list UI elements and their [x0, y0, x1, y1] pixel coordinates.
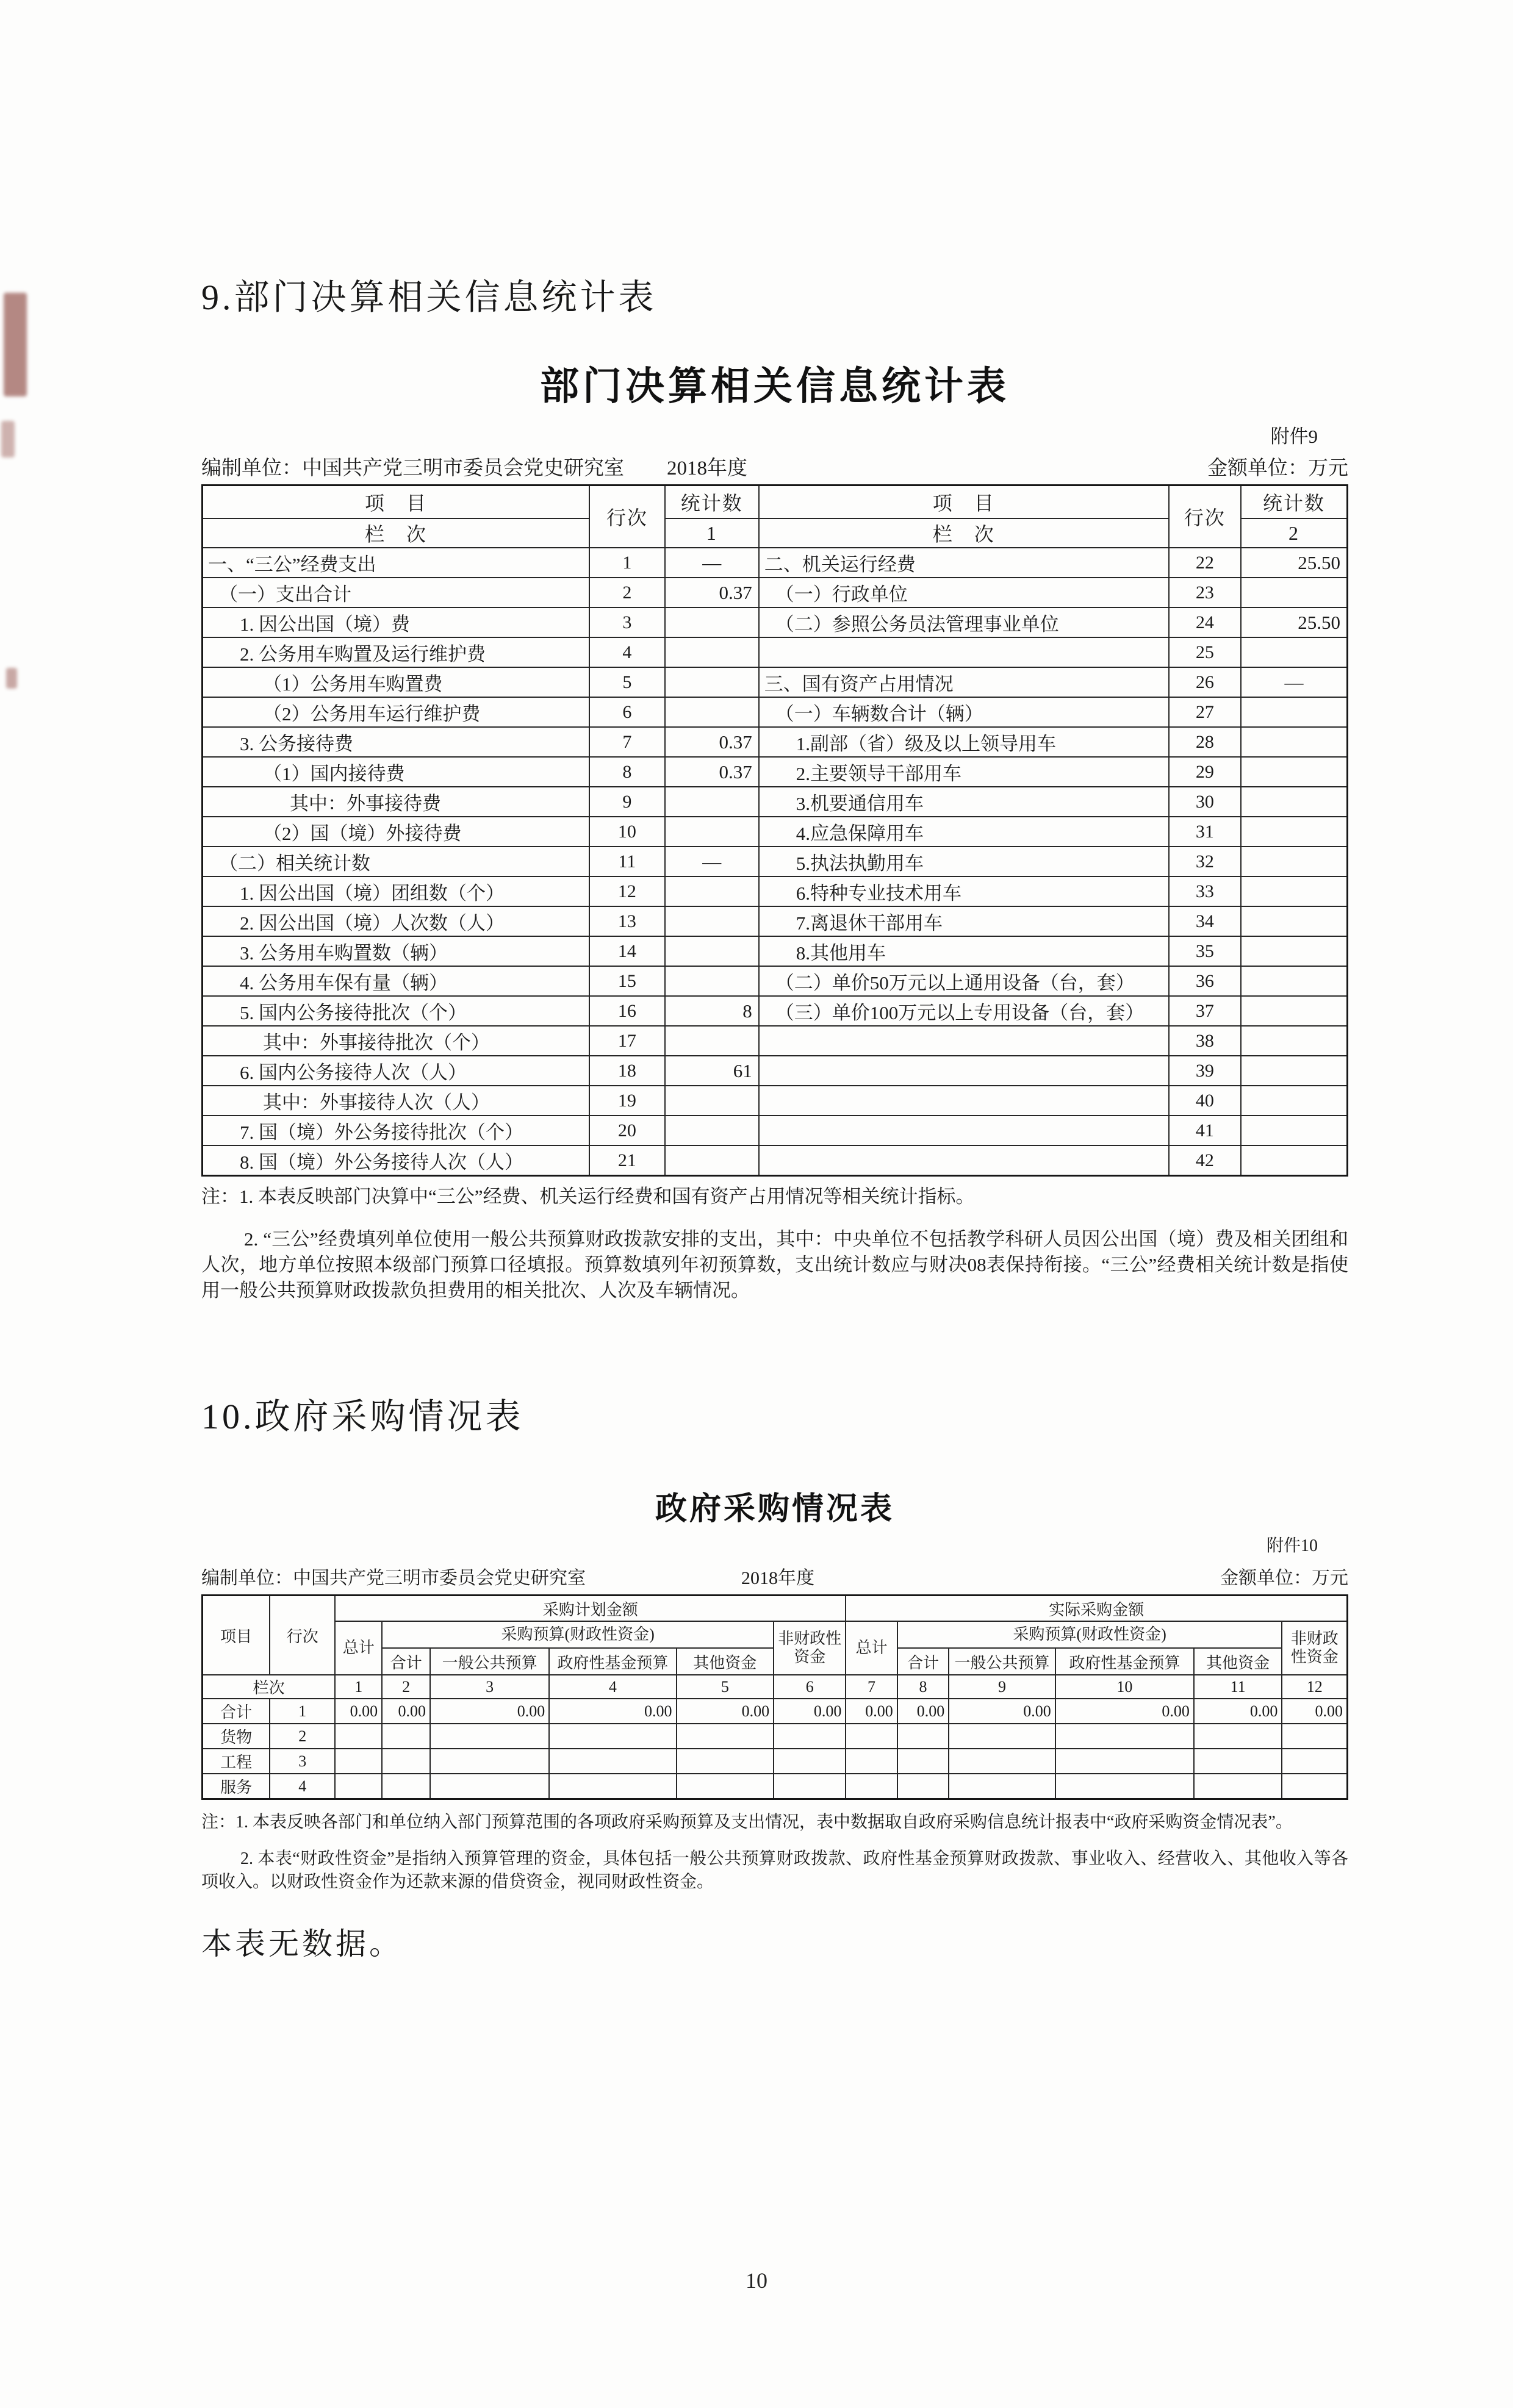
item-cell: 其中：外事接待人次（人） [203, 1086, 589, 1116]
item-cell: 其中：外事接待批次（个） [203, 1026, 589, 1056]
stat-value-cell [1241, 876, 1348, 906]
item-cell: （1）国内接待费 [203, 757, 589, 787]
item-cell: 合计 [203, 1699, 270, 1724]
col-num: 3 [430, 1675, 549, 1699]
stat-value-cell: 25.50 [1241, 548, 1348, 578]
table9-row [203, 787, 1348, 817]
stat-value-cell [665, 1145, 759, 1176]
stat-value-cell: — [665, 548, 759, 578]
stat-value-cell: — [1241, 667, 1348, 697]
item-cell: 7.离退休干部用车 [759, 906, 1169, 936]
item-cell: 8.其他用车 [759, 936, 1169, 966]
line-number-cell: 40 [1169, 1086, 1241, 1116]
line-number-cell: 13 [589, 906, 665, 936]
table9-row [203, 966, 1348, 996]
col-num: 1 [335, 1675, 382, 1699]
amount-cell: 0.00 [430, 1699, 549, 1724]
stat-value-cell [665, 906, 759, 936]
amount-cell: 0.00 [382, 1699, 430, 1724]
table9-row [203, 667, 1348, 697]
amount-cell [774, 1724, 846, 1749]
amount-cell [677, 1774, 774, 1799]
header-plan-group: 采购计划金额 [335, 1596, 846, 1622]
table9-row [203, 1056, 1348, 1086]
table10-note-2: 2. 本表“财政性资金”是指纳入预算管理的资金，具体包括一般公共预算财政拨款、政府性基金预算财政拨款、事业收入、经营收入、其他收入等各项收入。以财政性资金作为还款来源的借贷资金，视同财政性资金。 [201, 1849, 1348, 1891]
stat-value-cell [1241, 757, 1348, 787]
amount-cell: 0.00 [1055, 1699, 1194, 1724]
table9-note-1: 注：1. 本表反映部门决算中“三公”经费、机关运行经费和国有资产占用情况等相关统计指标。 [201, 1186, 975, 1207]
table10-prepared-by: 编制单位：中国共产党三明市委员会党史研究室 [201, 1568, 586, 1588]
header-actual-subtotal: 合计 [897, 1648, 949, 1675]
page-content [0, 268, 1513, 1963]
stat-value-cell [1241, 966, 1348, 996]
line-number-cell: 32 [1169, 847, 1241, 876]
line-number-cell: 23 [1169, 578, 1241, 607]
amount-cell [430, 1774, 549, 1799]
amount-cell [1055, 1774, 1194, 1799]
table10-note-1: 注：1. 本表反映各部门和单位纳入部门预算范围的各项政府采购预算及支出情况，表中数据取自政府采购信息统计报表中“政府采购资金情况表”。 [201, 1813, 1293, 1832]
header-colnum-2: 2 [1241, 518, 1348, 548]
header-item-left: 项 目 [203, 486, 589, 519]
line-number-cell: 6 [589, 697, 665, 727]
amount-cell: 0.00 [677, 1699, 774, 1724]
stat-value-cell [1241, 637, 1348, 667]
table9-row [203, 936, 1348, 966]
item-cell: 6.特种专业技术用车 [759, 876, 1169, 906]
line-number-cell: 2 [270, 1724, 335, 1749]
item-cell: （一）车辆数合计（辆） [759, 697, 1169, 727]
table10-attachment-label: 附件10 [1266, 1536, 1318, 1555]
item-cell: 2. 因公出国（境）人次数（人） [203, 906, 589, 936]
scan-artifact [4, 293, 27, 396]
amount-cell [335, 1749, 382, 1774]
line-number-cell: 16 [589, 996, 665, 1026]
header-rowno: 行次 [270, 1596, 335, 1675]
table9-row [203, 876, 1348, 906]
line-number-cell: 42 [1169, 1145, 1241, 1176]
line-number-cell: 10 [589, 817, 665, 847]
amount-cell [549, 1749, 676, 1774]
stat-value-cell [665, 966, 759, 996]
amount-cell [1055, 1724, 1194, 1749]
amount-cell [1282, 1749, 1347, 1774]
header-actual-nonfiscal: 非财政性资金 [1282, 1621, 1347, 1675]
no-data-statement: 本表无数据。 [201, 1927, 403, 1961]
item-cell [759, 1056, 1169, 1086]
item-cell: 工程 [203, 1749, 270, 1774]
header-stat-left: 统计数 [665, 486, 759, 519]
stat-value-cell [1241, 1026, 1348, 1056]
line-number-cell: 12 [589, 876, 665, 906]
stat-value-cell [1241, 996, 1348, 1026]
section10-heading: 10.政府采购情况表 [201, 1397, 524, 1436]
table10-column-index-row [203, 1675, 1348, 1699]
table10-row [203, 1724, 1348, 1749]
line-number-cell: 4 [589, 637, 665, 667]
scan-artifact [6, 668, 17, 689]
item-cell: 三、国有资产占用情况 [759, 667, 1169, 697]
amount-cell: 0.00 [1282, 1699, 1347, 1724]
item-cell: 2. 公务用车购置及运行维护费 [203, 637, 589, 667]
amount-cell: 0.00 [949, 1699, 1055, 1724]
item-cell: 1. 因公出国（境）费 [203, 607, 589, 637]
col-num: 4 [549, 1675, 676, 1699]
table9-header-row1 [203, 486, 1348, 519]
item-cell: （一）行政单位 [759, 578, 1169, 607]
scanned-document-page [0, 268, 1513, 2408]
item-cell: 1. 因公出国（境）团组数（个） [203, 876, 589, 906]
stat-value-cell [1241, 1145, 1348, 1176]
line-number-cell: 1 [270, 1699, 335, 1724]
table9-row [203, 847, 1348, 876]
stat-value-cell: 0.37 [665, 727, 759, 757]
stat-value-cell [665, 667, 759, 697]
table9-prepared-by: 编制单位：中国共产党三明市委员会党史研究室 [201, 457, 624, 479]
stat-value-cell [1241, 727, 1348, 757]
table9-row [203, 757, 1348, 787]
amount-cell [382, 1749, 430, 1774]
line-number-cell: 5 [589, 667, 665, 697]
page-number: 10 [746, 2268, 767, 2293]
stat-value-cell [1241, 847, 1348, 876]
header-rowno-left: 行次 [589, 486, 665, 548]
table10-row [203, 1774, 1348, 1799]
item-cell: （2）公务用车运行维护费 [203, 697, 589, 727]
item-cell [759, 1116, 1169, 1145]
amount-cell [1194, 1724, 1282, 1749]
line-number-cell: 14 [589, 936, 665, 966]
procurement-table [201, 1594, 1348, 1800]
stat-value-cell [1241, 1086, 1348, 1116]
table10-unit: 金额单位：万元 [1220, 1568, 1348, 1588]
item-cell: 5.执法执勤用车 [759, 847, 1169, 876]
stat-value-cell [665, 697, 759, 727]
line-number-cell: 39 [1169, 1056, 1241, 1086]
line-number-cell: 17 [589, 1026, 665, 1056]
header-column-label: 栏次 [203, 1675, 336, 1699]
table10-header-row2 [203, 1621, 1348, 1648]
col-num: 2 [382, 1675, 430, 1699]
amount-cell [335, 1774, 382, 1799]
table9-unit: 金额单位：万元 [1207, 457, 1348, 479]
item-cell [759, 1026, 1169, 1056]
stat-value-cell [665, 787, 759, 817]
item-cell: 4.应急保障用车 [759, 817, 1169, 847]
statistics-table [201, 484, 1348, 1177]
stat-value-cell [665, 1116, 759, 1145]
stat-value-cell [1241, 578, 1348, 607]
header-actual-general: 一般公共预算 [949, 1648, 1055, 1675]
stat-value-cell [665, 1026, 759, 1056]
line-number-cell: 3 [589, 607, 665, 637]
line-number-cell: 9 [589, 787, 665, 817]
item-cell: 1.副部（省）级及以上领导用车 [759, 727, 1169, 757]
item-cell: （二）参照公务员法管理事业单位 [759, 607, 1169, 637]
line-number-cell: 26 [1169, 667, 1241, 697]
item-cell: 二、机关运行经费 [759, 548, 1169, 578]
table9-row [203, 996, 1348, 1026]
table9-row [203, 637, 1348, 667]
table9-attachment-label: 附件9 [1270, 426, 1318, 447]
item-cell: 8. 国（境）外公务接待人次（人） [203, 1145, 589, 1176]
section9-heading: 9.部门决算相关信息统计表 [201, 278, 657, 317]
item-cell: （三）单价100万元以上专用设备（台，套） [759, 996, 1169, 1026]
amount-cell [897, 1749, 949, 1774]
amount-cell [846, 1749, 897, 1774]
item-cell: 货物 [203, 1724, 270, 1749]
item-cell [759, 637, 1169, 667]
table9-row [203, 817, 1348, 847]
line-number-cell: 19 [589, 1086, 665, 1116]
col-num: 7 [846, 1675, 897, 1699]
amount-cell: 0.00 [774, 1699, 846, 1724]
header-actual-total: 总计 [846, 1621, 897, 1675]
line-number-cell: 15 [589, 966, 665, 996]
item-cell: （二）单价50万元以上通用设备（台，套） [759, 966, 1169, 996]
stat-value-cell [1241, 817, 1348, 847]
line-number-cell: 38 [1169, 1026, 1241, 1056]
header-plan-total: 总计 [335, 1621, 382, 1675]
header-plan-govfund: 政府性基金预算 [549, 1648, 676, 1675]
table10-prep-line [201, 1563, 1348, 1589]
stat-value-cell [1241, 1056, 1348, 1086]
line-number-cell: 8 [589, 757, 665, 787]
amount-cell [1055, 1749, 1194, 1774]
header-colnum-1: 1 [665, 518, 759, 548]
line-number-cell: 22 [1169, 548, 1241, 578]
col-num: 9 [949, 1675, 1055, 1699]
table9-row [203, 1086, 1348, 1116]
line-number-cell: 11 [589, 847, 665, 876]
col-num: 12 [1282, 1675, 1347, 1699]
line-number-cell: 25 [1169, 637, 1241, 667]
amount-cell [949, 1749, 1055, 1774]
table9-row [203, 697, 1348, 727]
header-item-right: 项 目 [759, 486, 1169, 519]
item-cell: （一）支出合计 [203, 578, 589, 607]
table9-row [203, 578, 1348, 607]
stat-value-cell [1241, 1116, 1348, 1145]
header-item: 项目 [203, 1596, 270, 1675]
col-num: 6 [774, 1675, 846, 1699]
item-cell: 3. 公务用车购置数（辆） [203, 936, 589, 966]
header-actual-govfund: 政府性基金预算 [1055, 1648, 1194, 1675]
table9-row [203, 906, 1348, 936]
amount-cell: 0.00 [1194, 1699, 1282, 1724]
item-cell [759, 1145, 1169, 1176]
table9-row [203, 727, 1348, 757]
amount-cell [949, 1724, 1055, 1749]
line-number-cell: 41 [1169, 1116, 1241, 1145]
amount-cell [897, 1774, 949, 1799]
amount-cell [774, 1774, 846, 1799]
line-number-cell: 21 [589, 1145, 665, 1176]
stat-value-cell: 61 [665, 1056, 759, 1086]
amount-cell [846, 1774, 897, 1799]
amount-cell [430, 1749, 549, 1774]
table10-row [203, 1749, 1348, 1774]
scan-artifact [1, 421, 15, 457]
item-cell: 3.机要通信用车 [759, 787, 1169, 817]
stat-value-cell [665, 817, 759, 847]
item-cell: 5. 国内公务接待批次（个） [203, 996, 589, 1026]
header-plan-other: 其他资金 [677, 1648, 774, 1675]
item-cell [759, 1086, 1169, 1116]
stat-value-cell: 0.37 [665, 757, 759, 787]
table9-row [203, 548, 1348, 578]
header-rowno-right: 行次 [1169, 486, 1241, 548]
stat-value-cell [665, 936, 759, 966]
item-cell: （2）国（境）外接待费 [203, 817, 589, 847]
table9-year: 2018年度 [667, 457, 747, 479]
col-num: 11 [1194, 1675, 1282, 1699]
amount-cell [949, 1774, 1055, 1799]
table10-title: 政府采购情况表 [655, 1491, 894, 1527]
item-cell: （二）相关统计数 [203, 847, 589, 876]
item-cell: 服务 [203, 1774, 270, 1799]
item-cell: （1）公务用车购置费 [203, 667, 589, 697]
table10-header-row1 [203, 1596, 1348, 1622]
stat-value-cell [665, 876, 759, 906]
table9-row [203, 1145, 1348, 1176]
line-number-cell: 7 [589, 727, 665, 757]
header-column-right: 栏 次 [759, 518, 1169, 548]
table9-note-2: 2. “三公”经费填列单位使用一般公共预算财政拨款安排的支出，其中：中央单位不包括教学科研人员因公出国（境）费及相关团组和人次，地方单位按照本级部门预算口径填报。预算数填列年初预算数，支出统计数应与财决08表保持衔接。“三公”经费相关统计数是指使用一般公共预算财政拨款负担费用的相关批次、人次及车辆情况。 [201, 1228, 1348, 1301]
header-actual-other: 其他资金 [1194, 1648, 1282, 1675]
stat-value-cell [1241, 787, 1348, 817]
line-number-cell: 29 [1169, 757, 1241, 787]
col-num: 5 [677, 1675, 774, 1699]
amount-cell [430, 1724, 549, 1749]
amount-cell [677, 1724, 774, 1749]
line-number-cell: 20 [589, 1116, 665, 1145]
amount-cell [382, 1724, 430, 1749]
line-number-cell: 34 [1169, 906, 1241, 936]
line-number-cell: 4 [270, 1774, 335, 1799]
stat-value-cell [665, 637, 759, 667]
table9-row [203, 1116, 1348, 1145]
table9-row [203, 1026, 1348, 1056]
line-number-cell: 3 [270, 1749, 335, 1774]
line-number-cell: 2 [589, 578, 665, 607]
table9-prep-line [201, 452, 1348, 481]
stat-value-cell [1241, 906, 1348, 936]
line-number-cell: 33 [1169, 876, 1241, 906]
amount-cell: 0.00 [897, 1699, 949, 1724]
amount-cell: 0.00 [335, 1699, 382, 1724]
amount-cell [774, 1749, 846, 1774]
header-plan-subtotal: 合计 [382, 1648, 430, 1675]
line-number-cell: 37 [1169, 996, 1241, 1026]
amount-cell [677, 1749, 774, 1774]
amount-cell [1282, 1724, 1347, 1749]
item-cell: 2.主要领导干部用车 [759, 757, 1169, 787]
stat-value-cell [1241, 697, 1348, 727]
amount-cell [549, 1724, 676, 1749]
header-actual-budget-group: 采购预算(财政性资金) [897, 1621, 1282, 1648]
header-column-left: 栏 次 [203, 518, 589, 548]
col-num: 8 [897, 1675, 949, 1699]
stat-value-cell: — [665, 847, 759, 876]
line-number-cell: 31 [1169, 817, 1241, 847]
amount-cell: 0.00 [846, 1699, 897, 1724]
table9-title: 部门决算相关信息统计表 [540, 364, 1010, 408]
table10-row [203, 1699, 1348, 1724]
stat-value-cell [665, 1086, 759, 1116]
item-cell: 6. 国内公务接待人次（人） [203, 1056, 589, 1086]
header-actual-group: 实际采购金额 [846, 1596, 1347, 1622]
table9-row [203, 607, 1348, 637]
line-number-cell: 1 [589, 548, 665, 578]
stat-value-cell: 8 [665, 996, 759, 1026]
amount-cell [1194, 1774, 1282, 1799]
amount-cell: 0.00 [549, 1699, 676, 1724]
line-number-cell: 30 [1169, 787, 1241, 817]
line-number-cell: 36 [1169, 966, 1241, 996]
amount-cell [1282, 1774, 1347, 1799]
item-cell: 7. 国（境）外公务接待批次（个） [203, 1116, 589, 1145]
item-cell: 一、“三公”经费支出 [203, 548, 589, 578]
line-number-cell: 28 [1169, 727, 1241, 757]
stat-value-cell [665, 607, 759, 637]
amount-cell [1194, 1749, 1282, 1774]
stat-value-cell: 0.37 [665, 578, 759, 607]
amount-cell [897, 1724, 949, 1749]
col-num: 10 [1055, 1675, 1194, 1699]
item-cell: 其中：外事接待费 [203, 787, 589, 817]
amount-cell [335, 1724, 382, 1749]
stat-value-cell [1241, 936, 1348, 966]
header-plan-budget-group: 采购预算(财政性资金) [382, 1621, 774, 1648]
header-plan-general: 一般公共预算 [430, 1648, 549, 1675]
stat-value-cell: 25.50 [1241, 607, 1348, 637]
amount-cell [549, 1774, 676, 1799]
amount-cell [846, 1724, 897, 1749]
item-cell: 4. 公务用车保有量（辆） [203, 966, 589, 996]
line-number-cell: 27 [1169, 697, 1241, 727]
line-number-cell: 18 [589, 1056, 665, 1086]
header-stat-right: 统计数 [1241, 486, 1348, 519]
amount-cell [382, 1774, 430, 1799]
line-number-cell: 24 [1169, 607, 1241, 637]
table10-year: 2018年度 [741, 1568, 814, 1588]
line-number-cell: 35 [1169, 936, 1241, 966]
item-cell: 3. 公务接待费 [203, 727, 589, 757]
header-plan-nonfiscal: 非财政性资金 [774, 1621, 846, 1675]
